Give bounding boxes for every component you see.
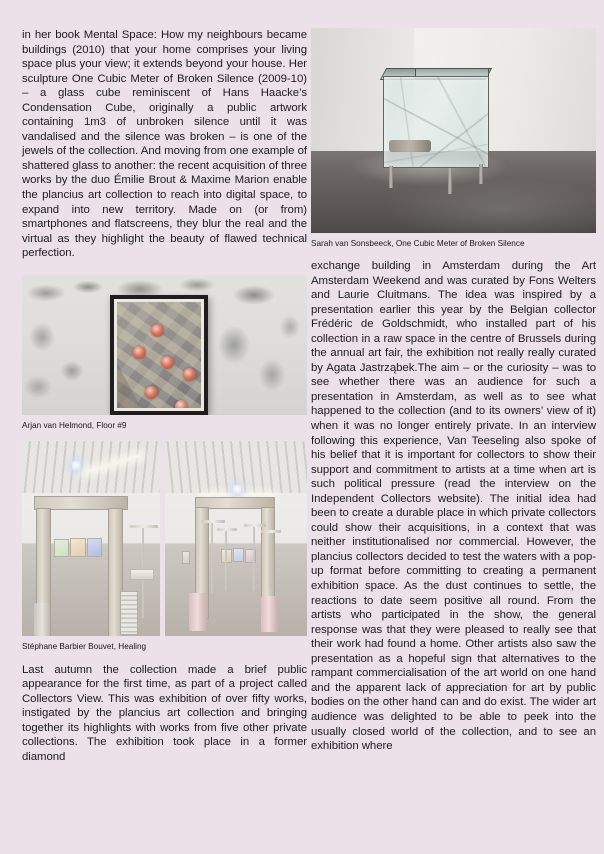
installation-caption: Stéphane Barbier Bouvet, Healing	[22, 641, 147, 651]
plinth-base	[189, 593, 207, 631]
left-top-paragraph: in her book Mental Space: How my neighbours became buildings (2010) that your home comprises your living space plus your view; it extends beyond your house. Her sculpture One Cubic Meter of Broken Silence (2009-10) – a glass cube reminiscent of Hans Haacke’s Condensation Cube, originally a public artwork containing 1m3 of unbroken silence until it was vandalised and the silence was broken – is one of the jewels of the collection. And moving from one example of shattered glass to another: the recent acquisition of three works by the duo Émilie Brout & Maxime Marion enable the plancius art collection to reach into digital space, to expand into new territory. Made on (or from) smartphones and flatscreens, they blur the real and the virtual as they highlight the beauty of flawed technical perfection.	[22, 29, 307, 260]
hanging-rod	[225, 529, 227, 591]
art-dot-icon	[151, 324, 164, 337]
wall-artwork	[87, 538, 102, 557]
right-column	[311, 0, 596, 754]
cube-leg	[448, 168, 452, 194]
glass-cube-caption: Sarah van Sonsbeeck, One Cubic Meter of Broken Silence	[311, 239, 525, 248]
glass-cube-photo	[311, 28, 596, 233]
art-dot-icon	[161, 356, 174, 369]
plinth-base	[261, 596, 278, 632]
glass-debris	[389, 140, 431, 152]
right-paragraph: exchange building in Amsterdam during the Art Amsterdam Weekend and was curated by Fons Welters and Laurie Cluitmans. The idea was inspired by a presentation earlier this year by the Belgian collector Frédéric de Goldschmidt, who installed part of his collection in a raw space in the centre of Brussels during the annual art fair, the exhibition not really really curated by Agata Jastrząbek.The aim – or the curiosity – was to see whether there was an audience for such a presentation in Amsterdam, as well as to see what happened to the collection (and to its owners’ view of it) when it was no longer entirely private. In an interview following this experience, Van Teeseling also spoke of his belief that it is important for collectors to show their support and commitment to artists at a time when art is such political pressure (read the interview on the Independent Collectors website). The initial idea had been to create a durable place in which private collectors could show their acquisitions, in a context that was neither institutionalised nor commercial. However, the plancius collectors decided to test the waters with a pop-up format before committing to creating a permanent exhibition space. As the dust continues to settle, the reactions to date seem positive all round. From the artists who participated in the show, the general response was that they were pleased to really see that their work had found a home. Other artists also saw the presentation as a hopeful sign that alternatives to the rampant commercialisation of the art world on one hand and the apparent lack of appreciation for art by public bodies on the other hand can and do exist. The wider art audience was delighted to be able to peek into the usually closed world of the collection, and to see an exhibition where	[311, 260, 596, 753]
installation-photo-pair	[22, 441, 307, 636]
hanging-rod	[211, 521, 213, 593]
frame-mat	[114, 299, 204, 411]
cube-leg	[479, 164, 483, 184]
art-dot-icon	[175, 400, 188, 408]
shelf-unit	[120, 591, 138, 635]
picture-frame	[110, 295, 208, 415]
left-bottom-paragraph: Last autumn the collection made a brief public appearance for the first time, as part of a project called Collectors View. This was exhibition of over fifty works, instigated by the plancius art collection and bringing together its highlights with works from five other private collections. The exhibition took place in a former diamond	[22, 663, 307, 764]
light-bulb-icon	[233, 485, 241, 496]
floor-object	[130, 569, 154, 580]
wall-artwork	[70, 538, 86, 557]
cube-leg	[389, 166, 393, 188]
figure-glass-cube	[311, 0, 596, 249]
installation-photo-right	[165, 441, 307, 636]
plinth-base	[34, 603, 50, 636]
hanging-rod	[269, 531, 271, 589]
painting-caption: Arjan van Helmond, Floor #9	[22, 420, 127, 430]
hanging-rod	[253, 525, 255, 591]
cracked-glass-cube	[383, 76, 489, 168]
light-bulb-icon	[72, 461, 80, 472]
installation-photo-left	[22, 441, 160, 636]
beamed-ceiling	[22, 441, 160, 493]
art-dot-icon	[183, 368, 196, 381]
wall-artwork	[54, 539, 69, 557]
left-column	[22, 0, 307, 765]
painting-photo	[22, 275, 307, 415]
figure-installation	[22, 441, 307, 652]
rod-cap	[244, 524, 266, 527]
wall-artwork	[182, 551, 190, 564]
art-dot-icon	[133, 346, 146, 359]
wall-artwork	[233, 548, 244, 562]
rod-cap	[130, 525, 158, 528]
painting-artwork	[117, 302, 201, 408]
figure-painting	[22, 275, 307, 431]
rod-cap	[217, 528, 237, 531]
rod-cap	[201, 520, 225, 523]
art-dot-icon	[145, 386, 158, 399]
rod-cap	[261, 530, 281, 533]
